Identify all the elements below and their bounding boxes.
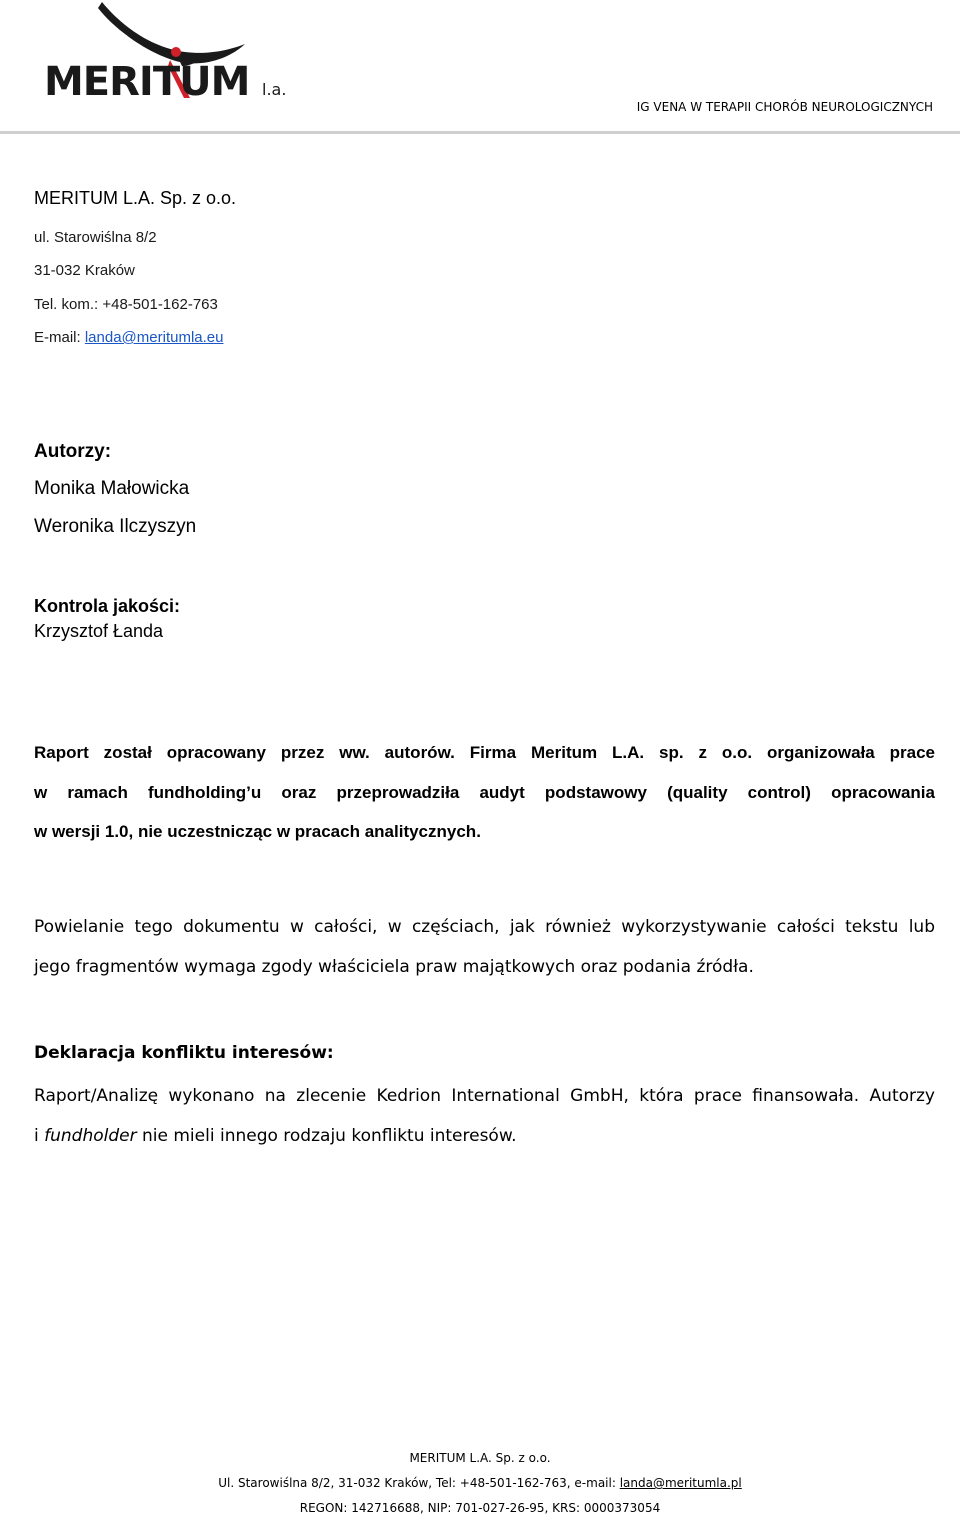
company-logo <box>40 0 310 104</box>
report-note-line: Raport został opracowany przez ww. autorów. Firma Meritum L.A. sp. z o.o. organizowała prace <box>34 743 935 762</box>
document-header-title: IG VENA W TERAPII CHORÓB NEUROLOGICZNYCH <box>636 100 933 114</box>
logo-wordmark: MERITUM <box>44 59 250 104</box>
conflict-line <box>34 1116 935 1156</box>
footer-address <box>0 1476 960 1490</box>
conflict-line: Raport/Analizę wykonano na zlecenie Kedrion International GmbH, która prace finansowała. Autorzy <box>34 1086 935 1106</box>
footer-company: MERITUM L.A. Sp. z o.o. <box>409 1451 551 1465</box>
conflict-line-italic: fundholder <box>44 1126 137 1146</box>
company-email-link[interactable]: landa@meritumla.eu <box>84 329 224 346</box>
logo-graphic <box>40 0 310 104</box>
conflict-of-interest-text <box>34 1076 935 1156</box>
author-name: Weronika Ilczyszyn <box>34 516 197 537</box>
conflict-line-prefix: i <box>34 1126 45 1146</box>
company-phone: Tel. kom.: +48-501-162-763 <box>34 296 218 313</box>
email-label: E-mail: <box>34 329 85 346</box>
report-note-line: w wersji 1.0, nie uczestnicząc w pracach analitycznych. <box>34 822 481 841</box>
footer-email-link[interactable]: landa@meritumla.pl <box>619 1476 742 1490</box>
company-street: ul. Starowiślna 8/2 <box>34 229 157 246</box>
report-note-line: w ramach fundholding’u oraz przeprowadziła audyt podstawowy (quality control) opracowania <box>34 782 935 802</box>
copyright-note-line: jego fragmentów wymaga zgody właściciela praw majątkowych oraz podania źródła. <box>34 957 754 977</box>
footer-address-text: Ul. Starowiślna 8/2, 31-032 Kraków, Tel: +48-501-162-763, e-mail: <box>218 1476 620 1490</box>
quality-control-label: Kontrola jakości: <box>34 596 181 616</box>
copyright-note-line: Powielanie tego dokumentu w całości, w częściach, jak również wykorzystywanie całości tekstu lub <box>34 917 935 937</box>
quality-control-name: Krzysztof Łanda <box>34 621 164 641</box>
company-name: MERITUM L.A. Sp. z o.o. <box>34 188 237 208</box>
copyright-note <box>34 907 935 987</box>
conflict-of-interest-label: Deklaracja konfliktu interesów: <box>34 1043 334 1063</box>
company-city: 31-032 Kraków <box>34 262 135 279</box>
company-email-line <box>34 329 223 346</box>
footer-registry: REGON: 142716688, NIP: 701-027-26-95, KRS: 0000373054 <box>299 1501 661 1515</box>
logo-suffix: l.a. <box>262 80 287 99</box>
conflict-line-suffix: nie mieli innego rodzaju konfliktu interesów. <box>136 1126 517 1146</box>
header-divider <box>0 131 960 134</box>
report-note <box>34 733 935 852</box>
author-name: Monika Małowicka <box>34 478 190 499</box>
authors-label: Autorzy: <box>34 441 112 462</box>
